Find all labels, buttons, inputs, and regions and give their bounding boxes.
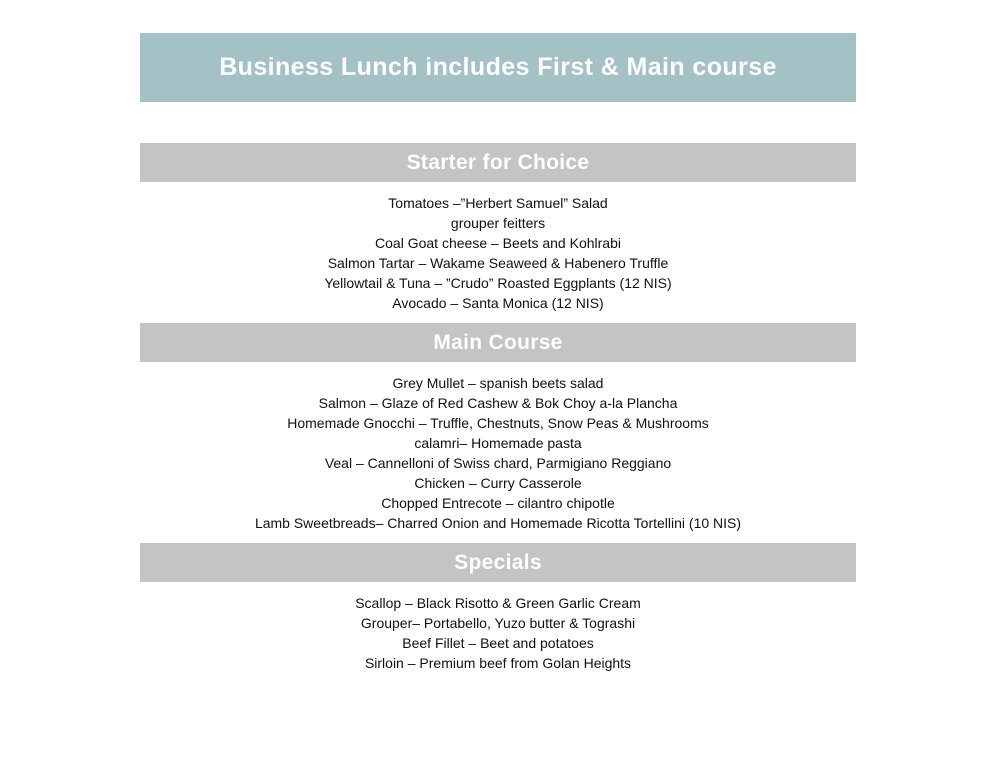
section-specials: [140, 543, 856, 683]
menu-item: Beef Fillet – Beet and potatoes: [402, 635, 594, 651]
section-main-course: [140, 323, 856, 543]
section-heading-main-course: Main Course: [140, 323, 856, 362]
main-course-item-list: [140, 362, 856, 543]
menu-item: Tomatoes –”Herbert Samuel” Salad: [388, 195, 608, 211]
menu-item: Chicken – Curry Casserole: [414, 475, 582, 491]
menu-item: Grey Mullet – spanish beets salad: [392, 375, 604, 391]
menu-item: Scallop – Black Risotto & Green Garlic Cream: [355, 595, 641, 611]
section-heading-specials: Specials: [140, 543, 856, 582]
section-starters: [140, 143, 856, 323]
menu-item: Chopped Entrecote – cilantro chipotle: [381, 495, 615, 511]
banner: [140, 33, 856, 102]
menu-item: Salmon Tartar – Wakame Seaweed & Habenero Truffle: [327, 255, 669, 271]
starter-item-list: [140, 182, 856, 323]
menu-item: Grouper– Portabello, Yuzo butter & Tograshi: [360, 615, 636, 631]
menu-item: grouper feitters: [450, 215, 546, 231]
menu-item: Salmon – Glaze of Red Cashew & Bok Choy a-la Plancha: [318, 395, 678, 411]
menu-item: Coal Goat cheese – Beets and Kohlrabi: [375, 235, 621, 251]
menu-item: Lamb Sweetbreads– Charred Onion and Homemade Ricotta Tortellini (10 NIS): [254, 515, 742, 531]
menu-item: Avocado – Santa Monica (12 NIS): [392, 295, 604, 311]
specials-item-list: [140, 582, 856, 683]
banner-title: Business Lunch includes First & Main course: [219, 53, 777, 81]
section-heading-starters: Starter for Choice: [140, 143, 856, 182]
menu-item: Homemade Gnocchi – Truffle, Chestnuts, Snow Peas & Mushrooms: [287, 415, 709, 431]
menu-item: Sirloin – Premium beef from Golan Heights: [364, 655, 632, 671]
menu-item: Veal – Cannelloni of Swiss chard, Parmigiano Reggiano: [324, 455, 672, 471]
menu-item: Yellowtail & Tuna – ”Crudo” Roasted Eggplants (12 NIS): [324, 275, 672, 291]
menu-item: calamri– Homemade pasta: [414, 435, 582, 451]
